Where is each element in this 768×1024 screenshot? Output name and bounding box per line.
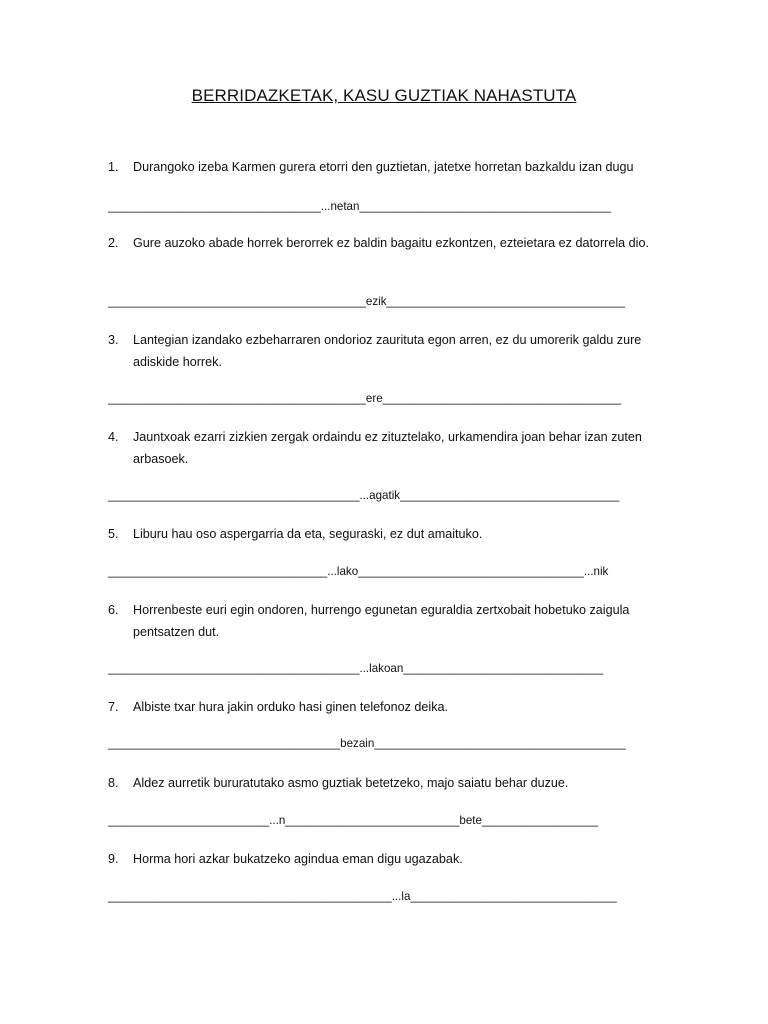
exercise-7 bbox=[108, 696, 668, 750]
exercise-sentence: Horma hori azkar bukatzeko agindua eman digu ugazabak. bbox=[133, 852, 463, 866]
exercise-1 bbox=[108, 156, 668, 213]
exercise-number: 1. bbox=[108, 160, 119, 174]
exercise-sentence: Albiste txar hura jakin orduko hasi ginen telefonoz deika. bbox=[133, 700, 449, 714]
exercise-5 bbox=[108, 523, 668, 578]
exercise-question bbox=[108, 772, 668, 794]
exercise-number: 5. bbox=[108, 527, 119, 541]
exercise-sentence: Horrenbeste euri egin ondoren, hurrengo egunetan eguraldia zertxobait hobetuko zaigula pentsatzen dut. bbox=[133, 603, 630, 639]
exercise-question bbox=[108, 599, 668, 643]
answer-line[interactable]: ________________________________________ezik_____________________________________ bbox=[108, 295, 626, 308]
exercise-8 bbox=[108, 772, 668, 827]
exercise-number: 3. bbox=[108, 333, 119, 347]
answer-line[interactable]: _________________________...n___________________________bete__________________ bbox=[108, 814, 599, 827]
exercise-question bbox=[108, 696, 668, 718]
exercise-question bbox=[108, 848, 668, 870]
page-title: BERRIDAZKETAK, KASU GUZTIAK NAHASTUTA bbox=[191, 86, 577, 105]
exercise-question bbox=[108, 329, 668, 373]
exercise-sentence: Jauntxoak ezarri zizkien zergak ordaindu ez zituztelako, urkamendira joan behar izan zuten arbasoek. bbox=[133, 430, 642, 466]
exercise-question bbox=[108, 523, 668, 545]
exercise-question bbox=[108, 232, 668, 254]
exercise-number: 9. bbox=[108, 852, 119, 866]
exercise-3 bbox=[108, 329, 668, 405]
exercise-sentence: Durangoko izeba Karmen gurera etorri den guztietan, jatetxe horretan bazkaldu izan dugu bbox=[133, 160, 634, 174]
exercise-number: 6. bbox=[108, 603, 119, 617]
exercise-sentence: Liburu hau oso aspergarria da eta, seguraski, ez dut amaituko. bbox=[133, 527, 483, 541]
exercise-6 bbox=[108, 599, 668, 675]
exercise-sentence: Gure auzoko abade horrek berorrek ez baldin bagaitu ezkontzen, ezteietara ez datorrela dio. bbox=[133, 236, 649, 250]
answer-line[interactable]: _______________________________________...agatik__________________________________ bbox=[108, 489, 620, 502]
exercise-4 bbox=[108, 426, 668, 502]
exercise-2 bbox=[108, 232, 668, 308]
exercise-question bbox=[108, 426, 668, 470]
answer-line[interactable]: ________________________________________ere_____________________________________ bbox=[108, 392, 622, 405]
answer-line[interactable]: ____________________________________________...la________________________________ bbox=[108, 890, 617, 903]
answer-line[interactable]: __________________________________...lako___________________________________...nik bbox=[108, 565, 609, 578]
exercise-number: 8. bbox=[108, 776, 119, 790]
exercise-9 bbox=[108, 848, 668, 903]
answer-line[interactable]: ____________________________________bezain_______________________________________ bbox=[108, 737, 626, 750]
exercise-number: 2. bbox=[108, 236, 119, 250]
exercise-number: 4. bbox=[108, 430, 119, 444]
exercise-sentence: Lantegian izandako ezbeharraren ondorioz zaurituta egon arren, ez du umorerik galdu zure adiskide horrek. bbox=[133, 333, 642, 369]
answer-line[interactable]: _______________________________________...lakoan_______________________________ bbox=[108, 662, 604, 675]
exercise-question bbox=[108, 156, 668, 178]
answer-line[interactable]: _________________________________...netan_______________________________________ bbox=[108, 200, 611, 213]
exercise-number: 7. bbox=[108, 700, 119, 714]
exercise-sentence: Aldez aurretik bururatutako asmo guztiak betetzeko, majo saiatu behar duzue. bbox=[133, 776, 569, 790]
